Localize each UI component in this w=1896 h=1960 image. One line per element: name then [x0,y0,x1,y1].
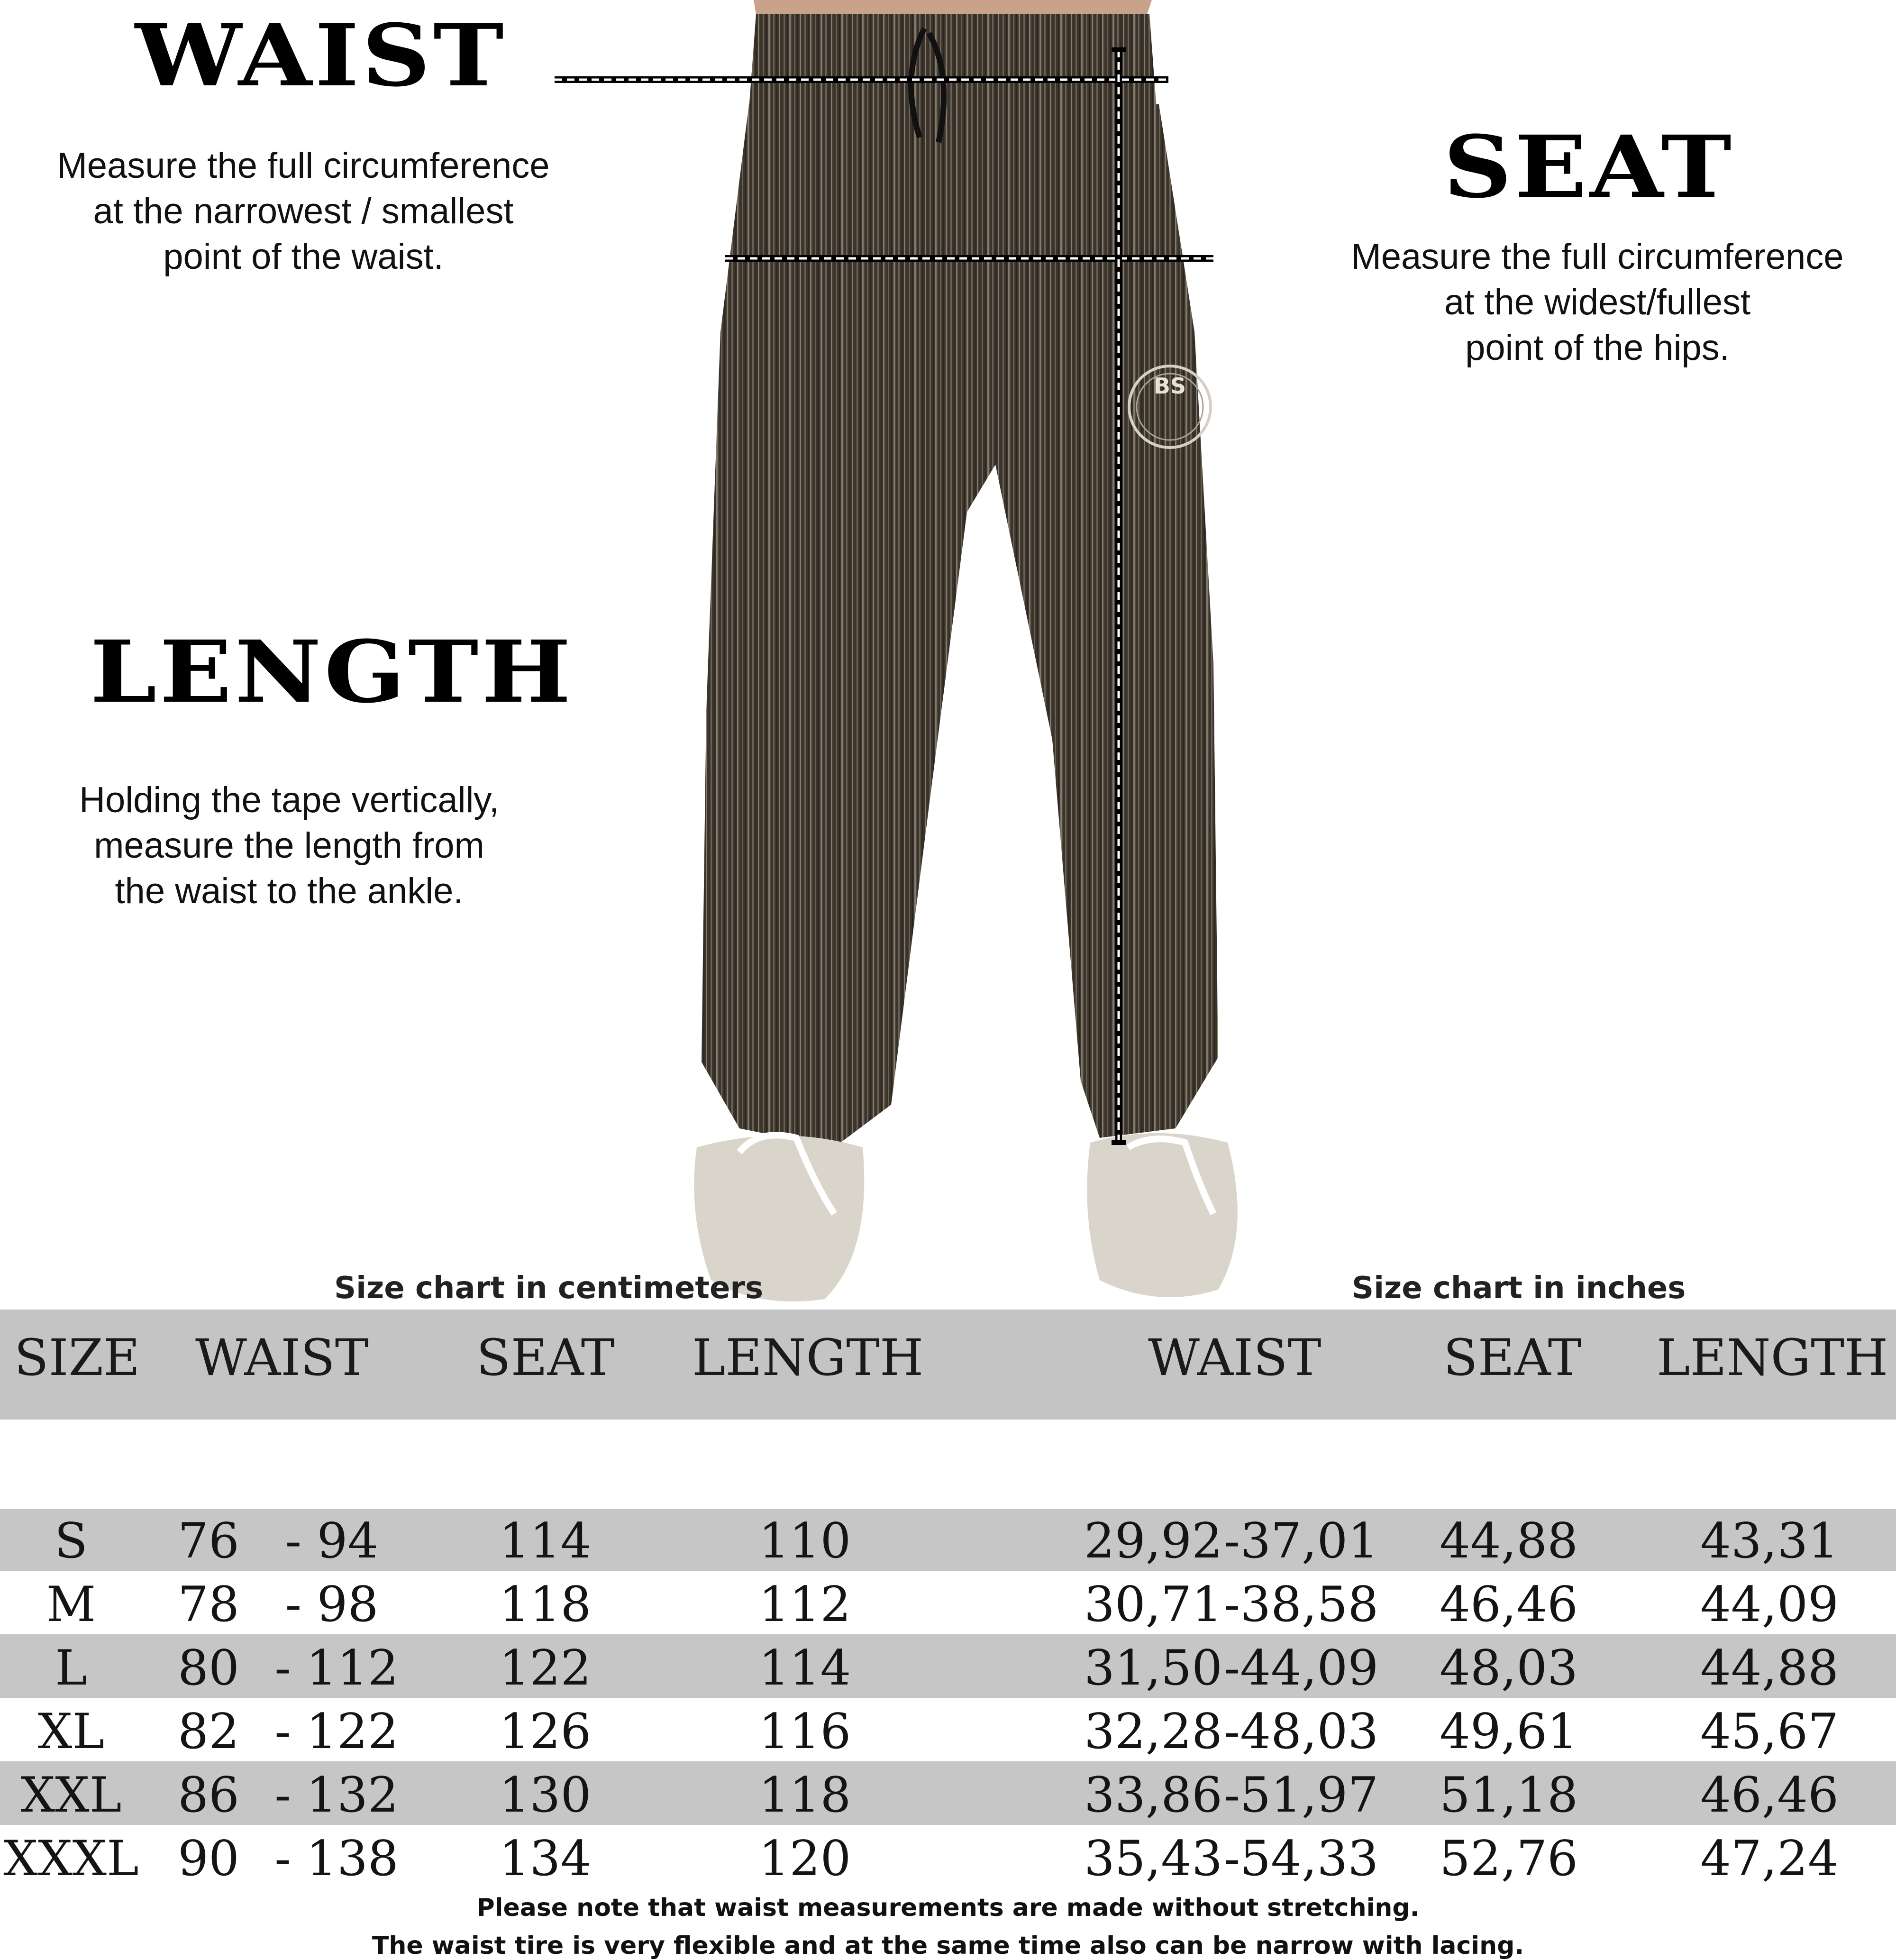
cell-waist-min-in: 29,92 [1084,1513,1223,1569]
header-seat-cm: SEAT [476,1328,615,1387]
cell-waist-max-cm: - 94 [285,1513,379,1569]
cell-seat-in: 46,46 [1439,1576,1578,1633]
cell-length-cm: 120 [758,1831,851,1887]
inch-caption: Size chart in inches [1352,1271,1686,1306]
seat-description [1299,234,1896,371]
cell-waist-max-in: -51,97 [1223,1767,1379,1823]
cell-waist-max-in: -38,58 [1223,1576,1379,1633]
cell-waist-max-cm: - 138 [274,1831,399,1887]
table-row [0,1825,1896,1888]
cell-seat-in: 48,03 [1439,1640,1578,1696]
seat-title: SEAT [1443,117,1734,218]
cell-seat-in: 51,18 [1439,1767,1578,1823]
cell-length-in: 45,67 [1700,1704,1839,1760]
header-waist-in: WAIST [1148,1328,1322,1387]
cell-waist-min-in: 32,28 [1084,1704,1223,1760]
cell-seat-cm: 126 [499,1704,592,1760]
cell-waist-min-cm: 78 [178,1576,239,1633]
cell-seat-cm: 114 [499,1513,592,1569]
cell-length-in: 46,46 [1700,1767,1839,1823]
cell-waist-max-in: -37,01 [1223,1513,1379,1569]
cell-waist-max-cm: - 122 [274,1704,399,1760]
table-row [0,1571,1896,1634]
seat-desc-line: Measure the full circumference [1351,237,1844,277]
note-lacing: The waist tire is very flexible and at the same time also can be narrow with lacing. [372,1932,1524,1960]
cell-size: M [46,1576,96,1633]
cell-length-cm: 114 [758,1640,851,1696]
seat-desc-line: at the widest/fullest [1444,282,1751,322]
cell-length-cm: 116 [758,1704,851,1760]
cell-size: L [55,1640,87,1696]
waistband [749,14,1157,109]
cell-size: S [55,1513,88,1569]
header-waist-cm: WAIST [195,1328,369,1387]
table-header [0,1310,1896,1420]
cm-caption: Size chart in centimeters [334,1271,764,1306]
length-desc-line: measure the length from [94,825,484,866]
cell-waist-min-cm: 86 [178,1767,239,1823]
waist-desc-line: Measure the full circumference [57,146,550,186]
cell-seat-cm: 130 [499,1767,592,1823]
cell-length-in: 44,09 [1700,1576,1839,1633]
table-row [0,1509,1896,1571]
cell-seat-cm: 122 [499,1640,592,1696]
cell-waist-max-in: -44,09 [1223,1640,1379,1696]
cell-seat-in: 44,88 [1439,1513,1578,1569]
cell-seat-in: 49,61 [1439,1704,1578,1760]
seat-desc-line: point of the hips. [1465,328,1730,368]
cell-waist-min-cm: 76 [178,1513,239,1569]
cell-size: XXXL [3,1831,139,1887]
right-shoe [1087,1133,1238,1297]
note-stretch: Please note that waist measurements are made without stretching. [476,1894,1420,1922]
length-desc-line: the waist to the ankle. [115,871,464,911]
length-desc-line: Holding the tape vertically, [79,780,499,820]
cell-waist-min-in: 33,86 [1084,1767,1223,1823]
cell-waist-max-cm: - 112 [274,1640,399,1696]
cell-waist-min-in: 35,43 [1084,1831,1223,1887]
cell-length-in: 44,88 [1700,1640,1839,1696]
waist-desc-line: point of the waist. [163,237,444,277]
waist-desc-line: at the narrowest / smallest [93,191,514,231]
table-row [0,1698,1896,1761]
cell-seat-in: 52,76 [1439,1831,1578,1887]
cell-size: XXL [20,1767,122,1823]
cell-waist-min-in: 30,71 [1084,1576,1223,1633]
cell-length-in: 47,24 [1700,1831,1839,1887]
cell-waist-min-cm: 80 [178,1640,239,1696]
cell-waist-max-cm: - 132 [274,1767,399,1823]
header-size: SIZE [14,1328,140,1387]
cell-waist-min-cm: 82 [178,1704,239,1760]
cell-length-in: 43,31 [1700,1513,1839,1569]
logo-text: BS [1153,373,1186,399]
cell-length-cm: 112 [758,1576,851,1633]
cell-waist-min-cm: 90 [178,1831,239,1887]
header-seat-in: SEAT [1443,1328,1582,1387]
length-description [0,778,578,914]
cell-waist-max-in: -54,33 [1223,1831,1379,1887]
waist-description [5,143,602,280]
header-length-cm: LENGTH [692,1328,924,1387]
table-row [0,1761,1896,1825]
cell-size: XL [37,1704,105,1760]
cell-waist-max-cm: - 98 [285,1576,379,1633]
cell-length-cm: 110 [758,1513,851,1569]
table-row [0,1634,1896,1698]
waist-title: WAIST [135,5,507,106]
cell-seat-cm: 118 [499,1576,592,1633]
length-title: LENGTH [90,622,574,723]
header-length-in: LENGTH [1657,1328,1888,1387]
cell-seat-cm: 134 [499,1831,592,1887]
cell-length-cm: 118 [758,1767,851,1823]
cell-waist-max-in: -48,03 [1223,1704,1379,1760]
cell-waist-min-in: 31,50 [1084,1640,1223,1696]
